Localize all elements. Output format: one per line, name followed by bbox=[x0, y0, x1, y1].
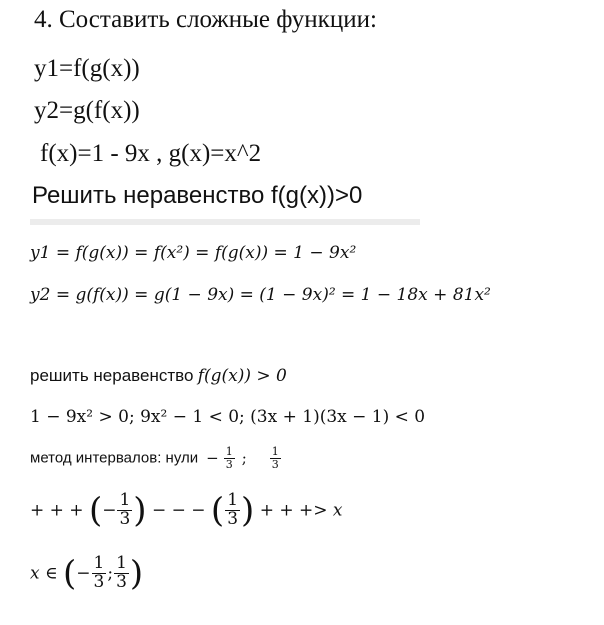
interval-fraction-1-den: 3 bbox=[119, 508, 131, 529]
answer-fraction-1-den: 3 bbox=[93, 571, 105, 592]
inequality-expression: f(g(x)) > 0 bbox=[197, 366, 287, 386]
zero-separator: ; bbox=[241, 449, 247, 468]
interval-fraction-1-num: 1 bbox=[119, 490, 131, 510]
solution-sign-chart bbox=[30, 492, 342, 529]
interval-fraction-2-num: 1 bbox=[227, 490, 239, 510]
zero1-denominator: 3 bbox=[225, 457, 233, 471]
method-label: метод интервалов: нули bbox=[30, 449, 199, 467]
solution-answer bbox=[30, 555, 143, 592]
divider-bar bbox=[30, 219, 420, 225]
right-paren: ) bbox=[133, 490, 147, 531]
answer-left-paren: ( bbox=[62, 553, 77, 594]
zero1-sign: − bbox=[206, 449, 219, 468]
solution-step1: 1 − 9x² > 0; 9x² − 1 < 0; (3x + 1)(3x − 1) < 0 bbox=[30, 407, 426, 427]
answer-separator: ; bbox=[107, 563, 114, 584]
solution-y2: y2 = g(f(x)) = g(1 − 9x) = (1 − 9x)² = 1 − 18x + 81x² bbox=[30, 285, 491, 305]
solution-method-line bbox=[30, 446, 282, 470]
answer-fraction-2 bbox=[114, 555, 129, 592]
zero2-fraction bbox=[270, 446, 281, 470]
zero2-numerator: 1 bbox=[271, 445, 279, 458]
interval-fraction-1 bbox=[117, 492, 132, 529]
task-line-y2: y2=g(f(x)) bbox=[34, 97, 140, 124]
solution-y1: y1 = f(g(x)) = f(x²) = f(g(x)) = 1 − 9x² bbox=[30, 243, 357, 263]
zero1-fraction bbox=[224, 446, 235, 470]
right-paren-2: ) bbox=[241, 490, 255, 531]
task-line-y1: y1=f(g(x)) bbox=[34, 55, 140, 82]
signs-left: + + + bbox=[30, 500, 84, 521]
answer-fraction-1-num: 1 bbox=[93, 553, 105, 573]
neg-sign: − bbox=[102, 500, 117, 521]
task-line-inequality: Решить неравенство f(g(x))>0 bbox=[32, 182, 363, 209]
left-paren-2: ( bbox=[210, 490, 225, 531]
interval-fraction-2-den: 3 bbox=[227, 508, 239, 529]
left-paren: ( bbox=[88, 490, 103, 531]
answer-prefix: x ∈ bbox=[30, 563, 58, 584]
interval-fraction-2 bbox=[225, 492, 240, 529]
answer-right-paren: ) bbox=[129, 553, 144, 594]
task-line-functions: f(x)=1 - 9x , g(x)=x^2 bbox=[40, 140, 262, 167]
signs-mid: − − − bbox=[151, 500, 206, 521]
inequality-label: решить неравенство bbox=[30, 366, 194, 385]
answer-fraction-2-den: 3 bbox=[116, 571, 127, 592]
answer-fraction-2-num: 1 bbox=[116, 553, 127, 573]
solution-inequality-line bbox=[30, 366, 287, 386]
answer-fraction-1 bbox=[92, 555, 107, 592]
task-title: 4. Составить сложные функции: bbox=[34, 6, 377, 33]
signs-right: + + +> x bbox=[259, 500, 343, 521]
answer-neg: − bbox=[76, 563, 91, 584]
zero2-denominator: 3 bbox=[271, 457, 279, 471]
zero1-numerator: 1 bbox=[225, 445, 233, 458]
